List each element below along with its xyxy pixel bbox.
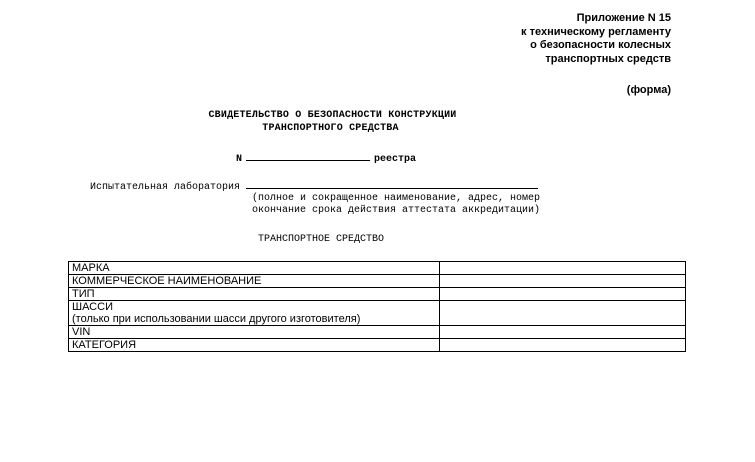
appendix-header	[521, 12, 671, 66]
laboratory-blank	[246, 179, 538, 189]
registry-number-line	[236, 151, 416, 165]
vehicle-field-label: КОММЕРЧЕСКОЕ НАИМЕНОВАНИЕ	[69, 275, 440, 288]
vehicle-field-label: VIN	[69, 326, 440, 339]
vehicle-field-value	[440, 288, 686, 301]
laboratory-label: Испытательная лаборатория	[90, 182, 241, 193]
vehicle-field-value	[440, 339, 686, 352]
registry-number-prefix: N	[236, 154, 243, 165]
vehicle-field-value	[440, 275, 686, 288]
laboratory-note-line1: (полное и сокращенное наименование, адрес, номер	[251, 193, 541, 204]
vehicle-field-label: МАРКА	[69, 262, 440, 275]
vehicle-table	[68, 261, 686, 352]
table-row	[69, 301, 686, 326]
table-row	[69, 262, 686, 275]
form-label: (форма)	[626, 84, 671, 96]
laboratory-note-line2: окончание срока действия аттестата аккредитации)	[251, 205, 541, 216]
document-title-line1: СВИДЕТЕЛЬСТВО О БЕЗОПАСНОСТИ КОНСТРУКЦИИ	[208, 110, 457, 121]
appendix-line: Приложение N 15	[576, 12, 671, 24]
vehicle-field-value	[440, 262, 686, 275]
table-row	[69, 326, 686, 339]
appendix-line: транспортных средств	[545, 52, 671, 65]
vehicle-field-label	[69, 301, 440, 326]
appendix-line: о безопасности колесных	[530, 39, 671, 51]
appendix-line: к техническому регламенту	[521, 25, 671, 38]
vehicle-field-value	[440, 326, 686, 339]
registry-number-blank	[246, 151, 370, 161]
document-title-line2: ТРАНСПОРТНОГО СРЕДСТВА	[262, 123, 399, 134]
chassis-label: ШАССИ	[72, 301, 113, 313]
vehicle-field-label: ТИП	[69, 288, 440, 301]
laboratory-line	[90, 179, 538, 193]
vehicle-heading: ТРАНСПОРТНОЕ СРЕДСТВО	[258, 234, 385, 245]
chassis-sublabel: (только при использовании шасси другого изготовителя)	[72, 313, 361, 325]
registry-number-suffix: реестра	[374, 154, 417, 165]
table-row	[69, 339, 686, 352]
vehicle-field-label: КАТЕГОРИЯ	[69, 339, 440, 352]
table-row	[69, 288, 686, 301]
vehicle-field-value	[440, 301, 686, 326]
table-row	[69, 275, 686, 288]
